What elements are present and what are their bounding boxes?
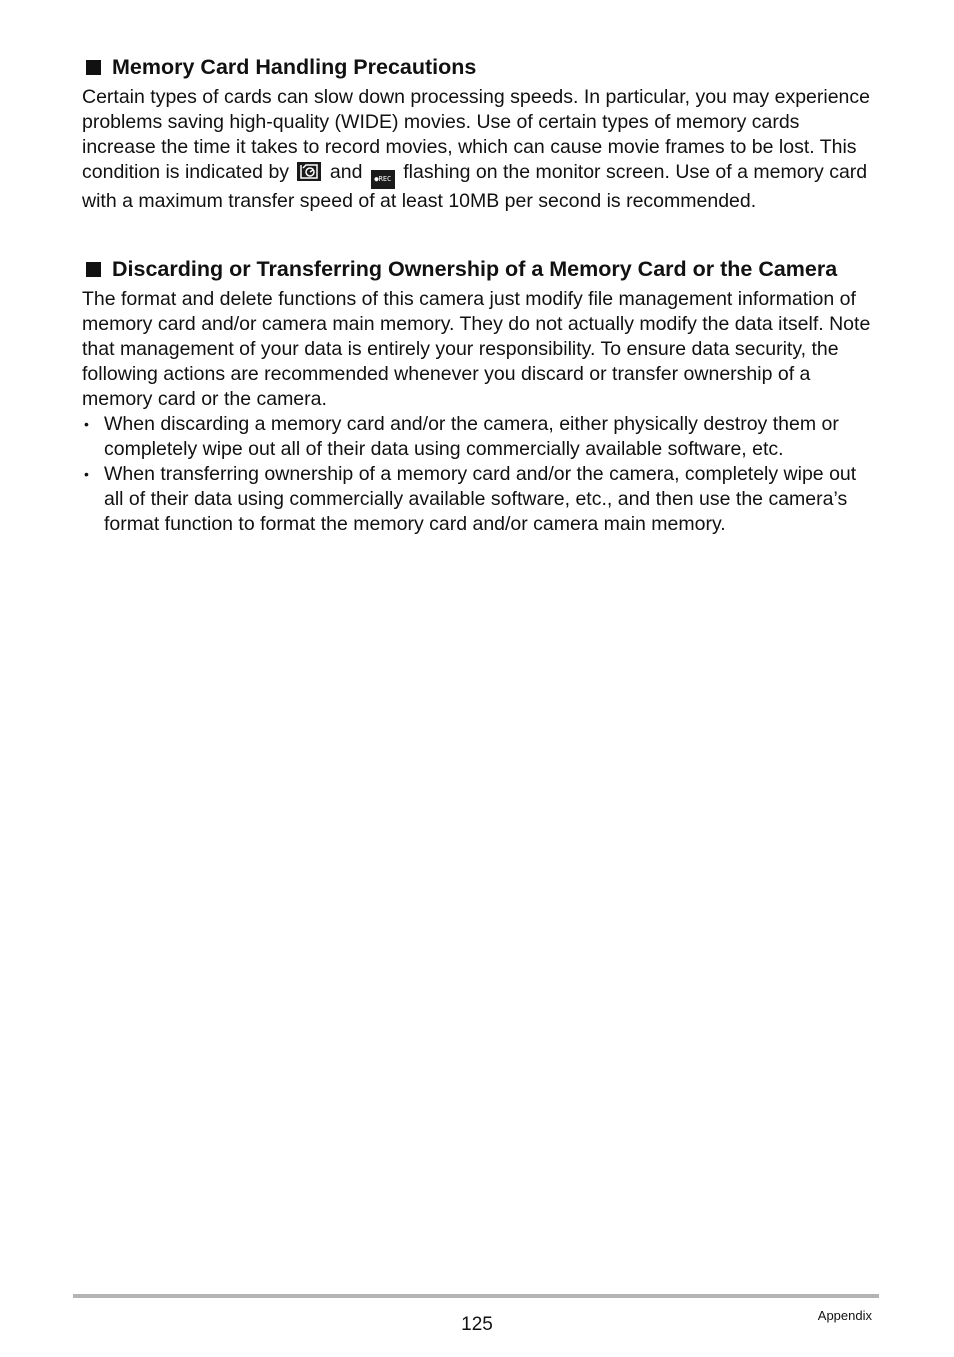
list-item — [82, 412, 872, 462]
bullet-dot: • — [84, 466, 89, 482]
footer-section-label: Appendix — [817, 1308, 872, 1323]
list-item-text: When transferring ownership of a memory card and/or the camera, completely wipe out all of their data using commercially available software, etc., and then use the camera’s format function to format the memory card and/or camera main memory. — [104, 463, 857, 535]
paragraph-text: and — [324, 161, 368, 183]
discarding-transferring-section — [82, 255, 872, 537]
recommendation-list — [82, 412, 872, 537]
section-paragraph — [82, 85, 872, 214]
section-heading-text: Discarding or Transferring Ownership of a Memory Card or the Camera — [112, 257, 838, 281]
paragraph-text: Certain types of cards can slow down processing speeds. In particular, you may experience problems saving high-quality (WIDE) movies. Use of certain types of memory cards increase the time it takes to record movies, which can cause movie frames to be lost. This condition is indicated by — [82, 86, 870, 183]
memory-card-precautions-section — [82, 53, 872, 214]
section-heading — [82, 255, 872, 283]
square-bullet-icon — [86, 60, 101, 75]
square-bullet-icon — [86, 262, 101, 277]
section-heading — [82, 53, 872, 81]
section-paragraph: The format and delete functions of this camera just modify file management information of memory card and/or camera main memory. They do not actually modify the data itself. Note that management of your data is entirely your responsibility. To ensure data security, the following actions are recommended whenever you discard or transfer ownership of a memory card or the camera. — [82, 288, 871, 410]
rec-icon: ●REC — [371, 170, 395, 189]
list-item — [82, 462, 872, 537]
list-item-text: When discarding a memory card and/or the camera, either physically destroy them or completely wipe out all of their data using commercially available software, etc. — [104, 413, 839, 460]
write-delay-icon — [297, 162, 321, 181]
bullet-dot: • — [84, 416, 89, 432]
footer-divider — [73, 1294, 879, 1298]
page-number: 125 — [461, 1314, 493, 1335]
paragraph-text: flashing on the monitor screen. Use of a memory card with a maximum transfer speed of at least 10MB per second is recommended. — [82, 161, 868, 212]
section-heading-text: Memory Card Handling Precautions — [112, 55, 477, 79]
